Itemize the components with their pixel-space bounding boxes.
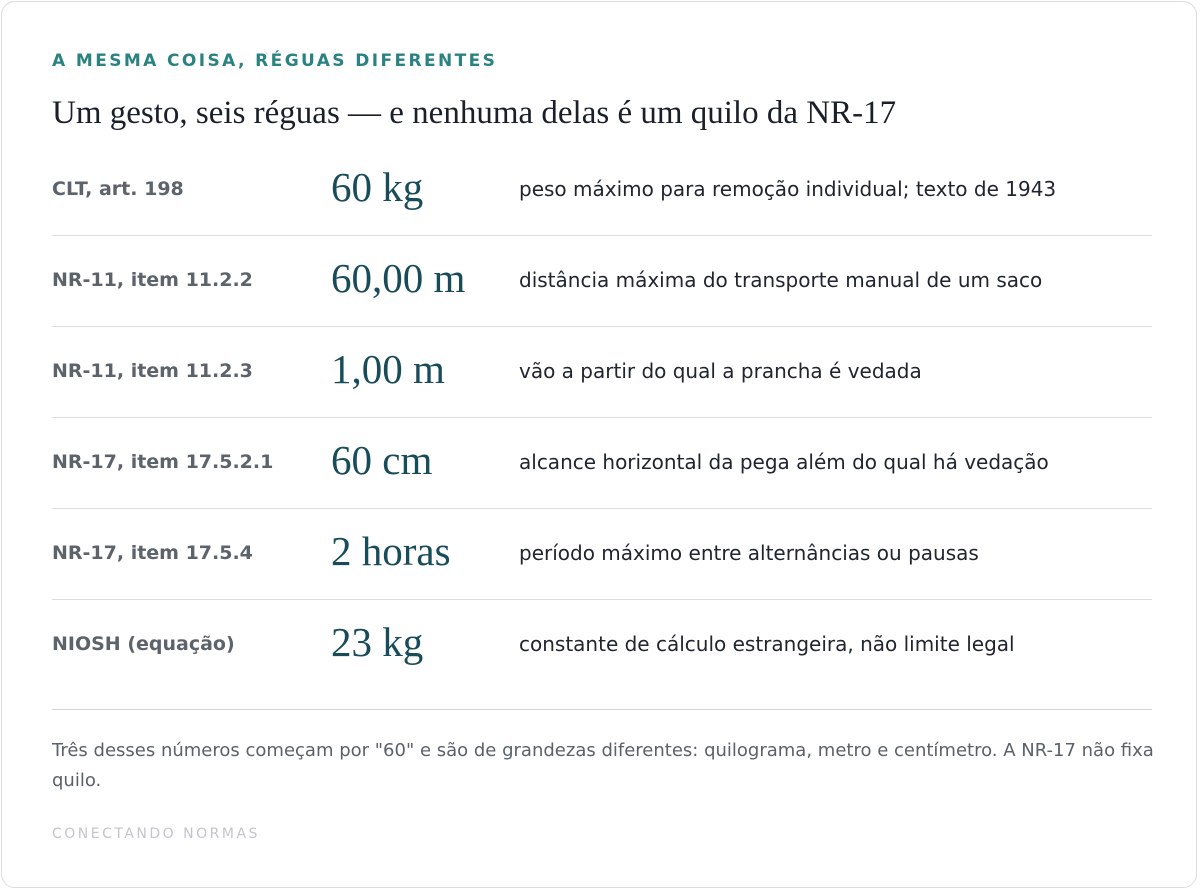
footer-brand: CONECTANDO NORMAS xyxy=(52,826,260,842)
row-description: alcance horizontal da pega além do qual há vedação xyxy=(519,450,1049,474)
row-value: 60 kg xyxy=(331,164,424,210)
row-description: constante de cálculo estrangeira, não limite legal xyxy=(519,632,1015,656)
row-value: 60 cm xyxy=(331,437,433,483)
eyebrow: A MESMA COISA, RÉGUAS DIFERENTES xyxy=(52,51,498,71)
card xyxy=(1,1,1197,888)
row-value: 60,00 m xyxy=(331,255,466,301)
row-description: peso máximo para remoção individual; texto de 1943 xyxy=(519,177,1057,201)
table-row xyxy=(52,600,1152,690)
headline: Um gesto, seis réguas — e nenhuma delas é um quilo da NR-17 xyxy=(52,95,897,131)
table-row xyxy=(52,145,1152,236)
table-row xyxy=(52,236,1152,327)
table-row xyxy=(52,418,1152,509)
row-reference: CLT, art. 198 xyxy=(52,178,184,200)
row-description: vão a partir do qual a prancha é vedada xyxy=(519,359,922,383)
row-reference: NR-17, item 17.5.2.1 xyxy=(52,451,274,473)
row-description: período máximo entre alternâncias ou pausas xyxy=(519,541,979,565)
row-value: 2 horas xyxy=(331,528,451,574)
table-row xyxy=(52,327,1152,418)
footnote: Três desses números começam por "60" e são de grandezas diferentes: quilograma, metro e centímetro. A NR-17 não fixa quilo. xyxy=(52,740,1154,791)
row-reference: NR-17, item 17.5.4 xyxy=(52,542,253,564)
row-value: 23 kg xyxy=(331,619,424,665)
comparison-table xyxy=(52,145,1152,690)
table-row xyxy=(52,509,1152,600)
row-value: 1,00 m xyxy=(331,346,445,392)
divider xyxy=(52,709,1152,710)
row-description: distância máxima do transporte manual de um saco xyxy=(519,268,1043,292)
row-reference: NIOSH (equação) xyxy=(52,633,235,655)
row-reference: NR-11, item 11.2.2 xyxy=(52,269,253,291)
row-reference: NR-11, item 11.2.3 xyxy=(52,360,253,382)
